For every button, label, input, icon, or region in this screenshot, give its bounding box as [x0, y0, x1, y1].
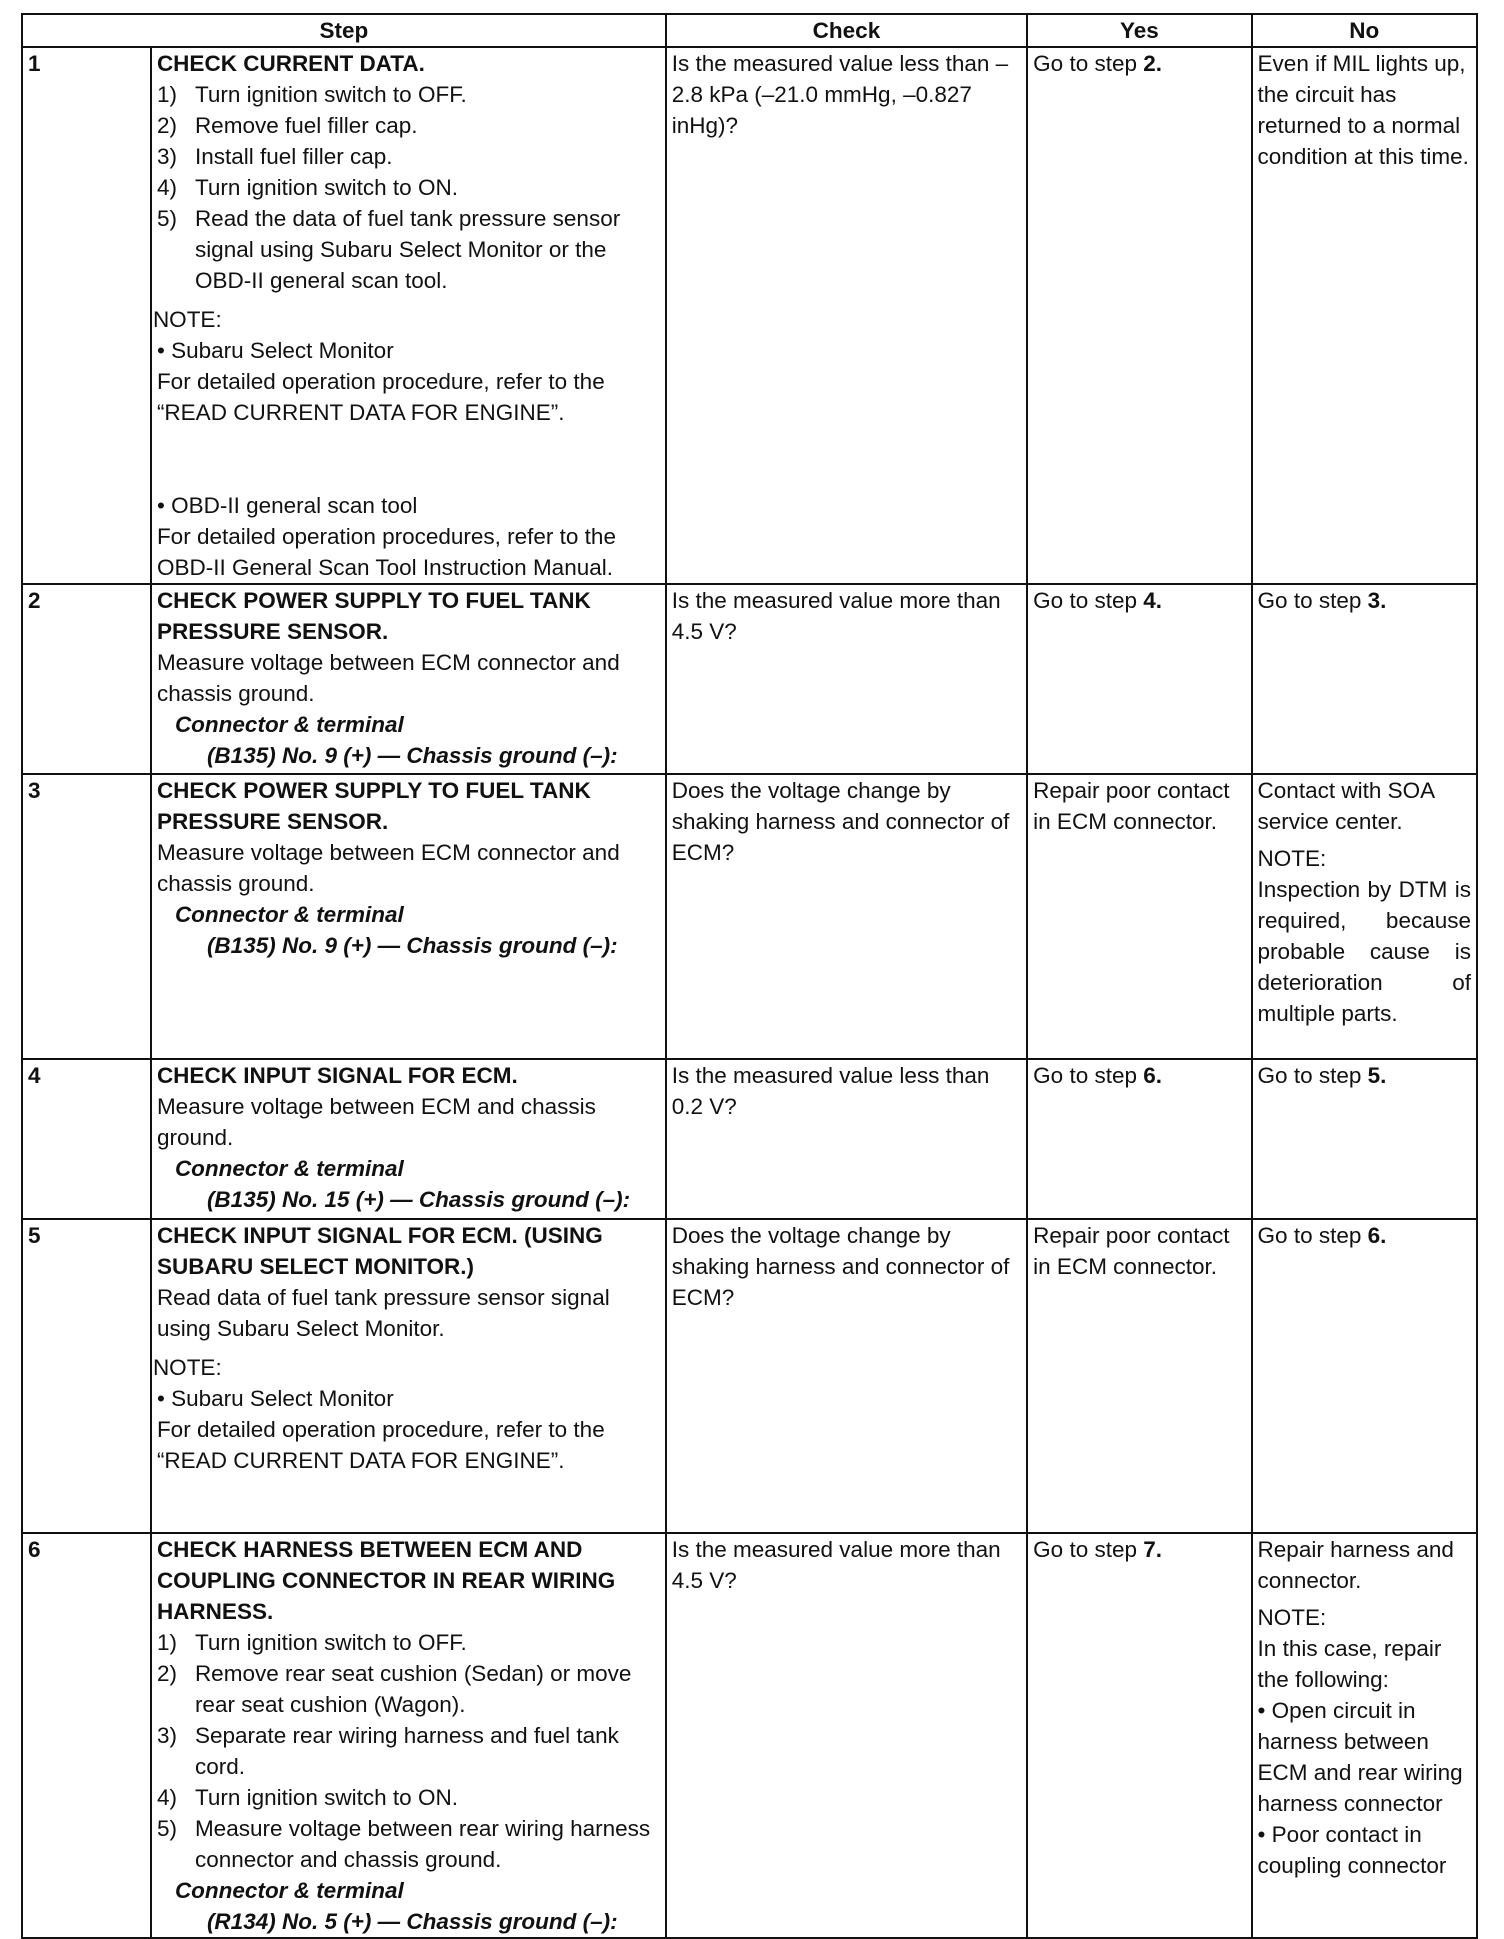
connector-terminal-value: (B135) No. 9 (+) — Chassis ground (–): [206, 743, 618, 768]
procedure-item: 1) Turn ignition switch to OFF. [156, 1630, 467, 1655]
header-check: Check [666, 14, 1027, 47]
note-text: In this case, repair the following: [1257, 1636, 1442, 1692]
check-cell: Is the measured value less than 0.2 V? [666, 1059, 1027, 1219]
note-label: NOTE: [152, 307, 222, 332]
diagnostic-table [21, 13, 1478, 1939]
step-procedure [151, 1059, 666, 1219]
table-header-row [22, 14, 1477, 47]
step-procedure [151, 47, 666, 584]
step-procedure [151, 1219, 666, 1533]
note-text: For detailed operation procedure, refer to the “READ CURRENT DATA FOR ENGINE”. [156, 369, 605, 425]
no-cell: Even if MIL lights up, the circuit has returned to a normal condition at this time. [1252, 47, 1477, 584]
check-cell: Does the voltage change by shaking harness and connector of ECM? [666, 774, 1027, 1059]
connector-terminal-value: (R134) No. 5 (+) — Chassis ground (–): [206, 1909, 618, 1934]
note-bullet: • OBD-II general scan tool [156, 493, 418, 518]
step-body: Measure voltage between ECM connector and chassis ground. [156, 650, 620, 706]
yes-cell: Go to step 4. [1027, 584, 1251, 774]
connector-terminal-label: Connector & terminal [174, 1156, 404, 1181]
no-text: Repair harness and connector. [1257, 1537, 1454, 1593]
step-procedure [151, 584, 666, 774]
no-cell: Go to step 5. [1252, 1059, 1477, 1219]
table-row-step-6 [22, 1533, 1477, 1938]
note-bullet: • Open circuit in harness between ECM and rear wiring harness connector [1257, 1698, 1463, 1816]
table-row-step-3 [22, 774, 1477, 1059]
step-title: CHECK POWER SUPPLY TO FUEL TANK PRESSURE SENSOR. [156, 588, 591, 644]
step-body: Measure voltage between ECM connector and chassis ground. [156, 840, 620, 896]
no-cell [1252, 774, 1477, 1059]
note-bullet: • Poor contact in coupling connector [1257, 1822, 1447, 1878]
step-procedure [151, 1533, 666, 1938]
procedure-item: 4) Turn ignition switch to ON. [156, 1785, 458, 1810]
connector-terminal-label: Connector & terminal [174, 712, 404, 737]
table-row-step-4 [22, 1059, 1477, 1219]
header-step: Step [22, 14, 666, 47]
check-cell: Is the measured value more than 4.5 V? [666, 584, 1027, 774]
note-text: Inspection by DTM is required, because probable cause is deterioration of multiple parts. [1257, 877, 1471, 1026]
procedure-item: 2) Remove rear seat cushion (Sedan) or move rear seat cushion (Wagon). [156, 1661, 632, 1717]
procedure-item: 5) Read the data of fuel tank pressure sensor signal using Subaru Select Monitor or the OBD-II general scan tool. [156, 206, 621, 293]
procedure-item: 3) Separate rear wiring harness and fuel tank cord. [156, 1723, 619, 1779]
check-cell: Is the measured value more than 4.5 V? [666, 1533, 1027, 1938]
no-cell: Go to step 3. [1252, 584, 1477, 774]
connector-terminal-value: (B135) No. 9 (+) — Chassis ground (–): [206, 933, 618, 958]
note-bullet: • Subaru Select Monitor [156, 1386, 394, 1411]
note-label: NOTE: [152, 1355, 222, 1380]
step-number: 5 [22, 1219, 151, 1533]
no-text: Contact with SOA service center. [1257, 778, 1434, 834]
header-no: No [1252, 14, 1477, 47]
step-procedure [151, 774, 666, 1059]
no-cell: Go to step 6. [1252, 1219, 1477, 1533]
step-title: CHECK INPUT SIGNAL FOR ECM. [156, 1063, 518, 1088]
note-bullet: • Subaru Select Monitor [156, 338, 394, 363]
step-title: CHECK CURRENT DATA. [156, 51, 425, 76]
step-body: Measure voltage between ECM and chassis ground. [156, 1094, 596, 1150]
step-number: 3 [22, 774, 151, 1059]
connector-terminal-label: Connector & terminal [174, 1878, 404, 1903]
check-cell: Does the voltage change by shaking harness and connector of ECM? [666, 1219, 1027, 1533]
yes-cell: Go to step 6. [1027, 1059, 1251, 1219]
step-number: 6 [22, 1533, 151, 1938]
check-cell: Is the measured value less than –2.8 kPa (–21.0 mmHg, –0.827 inHg)? [666, 47, 1027, 584]
table-row-step-1 [22, 47, 1477, 584]
connector-terminal-label: Connector & terminal [174, 902, 404, 927]
yes-cell: Go to step 7. [1027, 1533, 1251, 1938]
no-cell [1252, 1533, 1477, 1938]
step-number: 4 [22, 1059, 151, 1219]
procedure-item: 5) Measure voltage between rear wiring harness connector and chassis ground. [156, 1816, 651, 1872]
note-text: For detailed operation procedures, refer to the OBD-II General Scan Tool Instruction Manual. [156, 524, 616, 580]
procedure-item: 3) Install fuel filler cap. [156, 144, 393, 169]
procedure-item: 1) Turn ignition switch to OFF. [156, 82, 467, 107]
connector-terminal-value: (B135) No. 15 (+) — Chassis ground (–): [206, 1187, 631, 1212]
procedure-item: 2) Remove fuel filler cap. [156, 113, 418, 138]
procedure-item: 4) Turn ignition switch to ON. [156, 175, 458, 200]
table-row-step-2 [22, 584, 1477, 774]
yes-cell: Repair poor contact in ECM connector. [1027, 1219, 1251, 1533]
step-title: CHECK INPUT SIGNAL FOR ECM. (USING SUBARU SELECT MONITOR.) [156, 1223, 603, 1279]
step-number: 2 [22, 584, 151, 774]
note-text: For detailed operation procedure, refer to the “READ CURRENT DATA FOR ENGINE”. [156, 1417, 605, 1473]
table-row-step-5 [22, 1219, 1477, 1533]
yes-cell: Go to step 2. [1027, 47, 1251, 584]
step-body: Read data of fuel tank pressure sensor signal using Subaru Select Monitor. [156, 1285, 610, 1341]
header-yes: Yes [1027, 14, 1251, 47]
step-title: CHECK HARNESS BETWEEN ECM AND COUPLING CONNECTOR IN REAR WIRING HARNESS. [156, 1537, 616, 1624]
step-number: 1 [22, 47, 151, 584]
yes-cell: Repair poor contact in ECM connector. [1027, 774, 1251, 1059]
note-label: NOTE: [1257, 1605, 1327, 1630]
step-title: CHECK POWER SUPPLY TO FUEL TANK PRESSURE SENSOR. [156, 778, 591, 834]
note-label: NOTE: [1257, 846, 1327, 871]
